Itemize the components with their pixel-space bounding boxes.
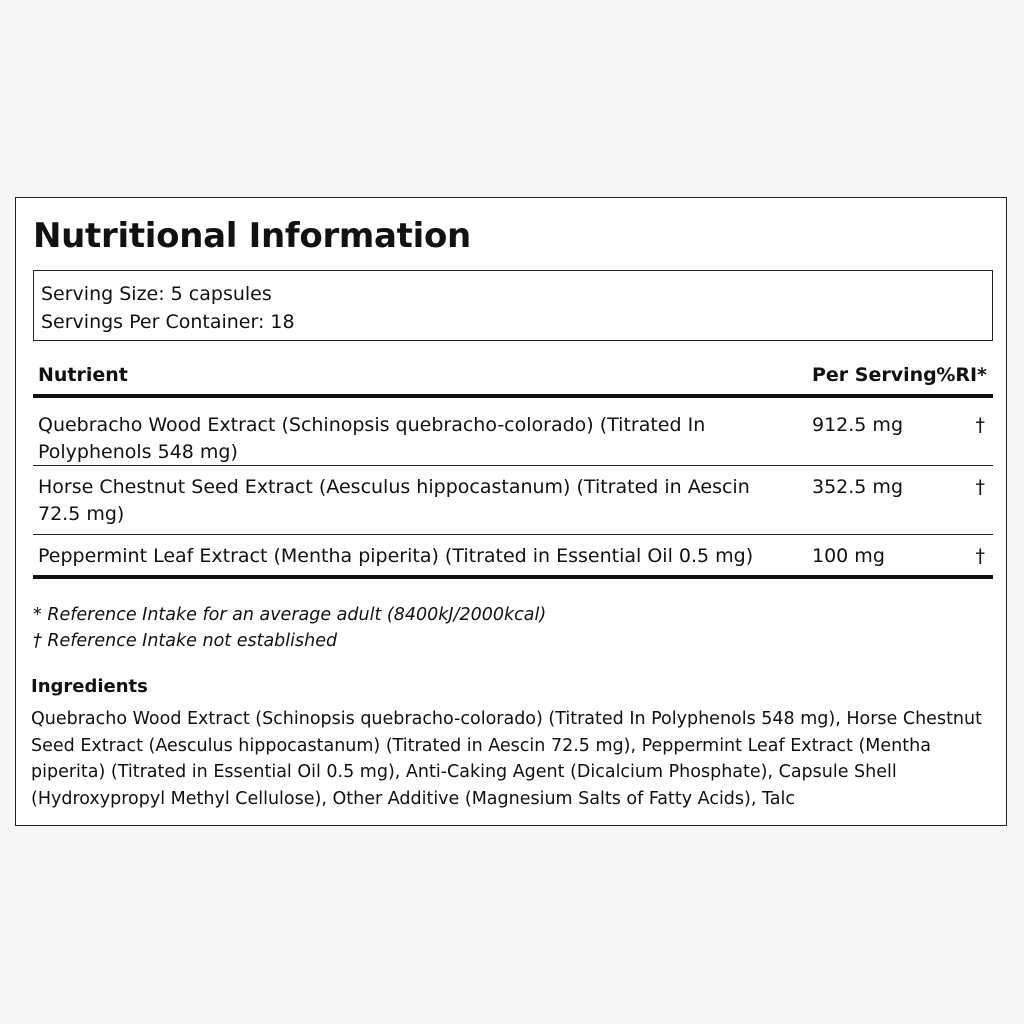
table-row xyxy=(33,535,993,579)
ingredients-text: Quebracho Wood Extract (Schinopsis quebracho-colorado) (Titrated In Polyphenols 548 mg), Horse Chestnut Seed Extract (Aesculus hippocastanum) (Titrated in Aescin 72.5 mg), Peppermint Leaf Extract (Mentha piperita) (Titrated in Essential Oil 0.5 mg), Anti-Caking Agent (Dicalcium Phosphate), Capsule Shell (Hydroxypropyl Methyl Cellulose), Other Additive (Magnesium Salts of Fatty Acids), Talc xyxy=(31,709,982,809)
nutrient-ri: † xyxy=(975,414,985,436)
serving-size: Serving Size: 5 capsules xyxy=(41,283,272,305)
ingredients-title: Ingredients xyxy=(31,676,148,697)
nutrient-amount: 100 mg xyxy=(812,545,885,567)
nutrition-panel xyxy=(15,197,1007,826)
serving-info-box xyxy=(33,270,993,341)
header-ri: %RI* xyxy=(936,364,987,386)
table-row xyxy=(33,398,993,466)
panel-title: Nutritional Information xyxy=(33,216,471,256)
nutrient-table xyxy=(33,358,993,579)
nutrient-amount: 352.5 mg xyxy=(812,476,904,498)
header-per-serving: Per Serving xyxy=(812,364,937,386)
nutrient-ri: † xyxy=(975,476,985,498)
nutrient-amount: 912.5 mg xyxy=(812,414,904,436)
nutrient-ri: † xyxy=(975,545,985,567)
header-nutrient: Nutrient xyxy=(38,364,128,386)
nutrient-name: Horse Chestnut Seed Extract (Aesculus hippocastanum) (Titrated in Aescin 72.5 mg) xyxy=(38,476,750,525)
footnote-ri: * Reference Intake for an average adult (8400kJ/2000kcal) xyxy=(33,605,547,625)
footnote-dagger: † Reference Intake not established xyxy=(33,631,338,651)
table-header xyxy=(33,358,993,398)
servings-per-container: Servings Per Container: 18 xyxy=(41,311,295,333)
nutrient-name: Peppermint Leaf Extract (Mentha piperita) (Titrated in Essential Oil 0.5 mg) xyxy=(38,545,754,567)
table-row xyxy=(33,466,993,535)
nutrient-name: Quebracho Wood Extract (Schinopsis quebracho-colorado) (Titrated In Polyphenols 548 mg) xyxy=(38,414,706,463)
footnotes xyxy=(33,602,546,654)
